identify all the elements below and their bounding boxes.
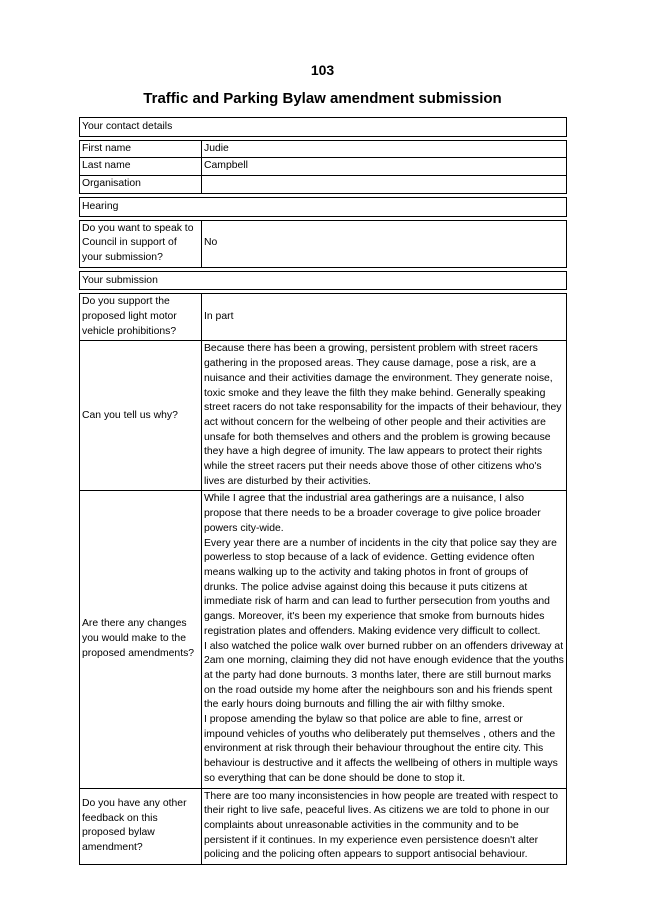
feedback-question: Do you have any other feedback on this proposed bylaw amendment? (80, 788, 202, 865)
table-row (80, 140, 567, 158)
why-question: Can you tell us why? (80, 341, 202, 491)
speak-question: Do you want to speak to Council in support of your submission? (80, 220, 202, 267)
page-number: 103 (310, 62, 335, 78)
why-answer: Because there has been a growing, persistent problem with street racers gathering in the proposed areas. They cause damage, pose a risk, are a nuisance and their activities damage the environment. They generate noise, toxic smoke and they leave the filth they make behind. Generally speaking street racers do not take responsability for the impacts of their behaviour, they act without concern for the welbeing of other people and their activities are unsafe for both themselves and others and the problem is growing because they have a high degree of imunity. The law appears to protect their rights while the street racers put their needs above those of other citizens who's lives are disturbed by their activities. (202, 341, 567, 491)
changes-paragraph: I propose amending the bylaw so that police are able to fine, arrest or impound vehicles of youths who deliberately put themselves , others and the environment at risk through their behaviour throughout the entire city. This behaviour is destructive and it affects the wellbeing of others in multiple ways so everything that can be done should be done to stop it. (204, 714, 558, 784)
changes-paragraph: Every year there are a number of incidents in the city that police say they are powerless to stop because of a lack of evidence. Getting evidence often means walking up to the activity and taking photos in front of groups of drunks. The police advise against doing this because it puts citizens at immediate risk of harm and can lead to further persecution from youths and gangs. Moreover, it's been my experience that smoke from burnouts hides registration plates and offenders. Making evidence very difficult to collect. (204, 537, 557, 637)
table-row (80, 341, 567, 491)
changes-answer (202, 491, 567, 788)
organisation-label: Organisation (80, 176, 202, 194)
table-row (80, 220, 567, 267)
hearing-table (79, 220, 567, 268)
your-submission-heading: Your submission (79, 271, 567, 291)
page-title: Traffic and Parking Bylaw amendment submission (143, 90, 502, 107)
changes-question: Are there any changes you would make to the proposed amendments? (80, 491, 202, 788)
table-row (80, 176, 567, 194)
last-name-label: Last name (80, 158, 202, 176)
feedback-answer: There are too many inconsistencies in how people are treated with respect to their right to live safe, peaceful lives. As citizens we are told to phone in our complaints about unreasonable activities in the community and to be persistent if it continues. In my experience even persistence doesn't alter policing and the policing often appears to support antisocial behaviour. (202, 788, 567, 865)
table-row (80, 158, 567, 176)
table-row (80, 788, 567, 865)
changes-paragraph: While I agree that the industrial area gatherings are a nuisance, I also propose that there needs to be a broader coverage to give police broader powers city-wide. (204, 493, 541, 534)
hearing-heading: Hearing (79, 197, 567, 217)
last-name-value: Campbell (202, 158, 567, 176)
first-name-value: Judie (202, 140, 567, 158)
table-row (80, 491, 567, 788)
contact-details-heading: Your contact details (79, 117, 567, 137)
contact-details-table (79, 140, 567, 194)
table-row (80, 294, 567, 341)
speak-answer: No (202, 220, 567, 267)
submission-table (79, 293, 567, 865)
support-answer: In part (202, 294, 567, 341)
support-question: Do you support the proposed light motor vehicle prohibitions? (80, 294, 202, 341)
submission-form (79, 117, 567, 865)
first-name-label: First name (80, 140, 202, 158)
organisation-value (202, 176, 567, 194)
changes-paragraph: I also watched the police walk over burned rubber on an offenders driveway at 2am one morning, claiming they did not have enough evidence that the youths at the party had done burnouts. 3 months later, there are still burnout marks on the road outside my home after the neighbours son and his friends spent the early hours doing burnouts and filling the air with filthy smoke. (204, 640, 564, 711)
